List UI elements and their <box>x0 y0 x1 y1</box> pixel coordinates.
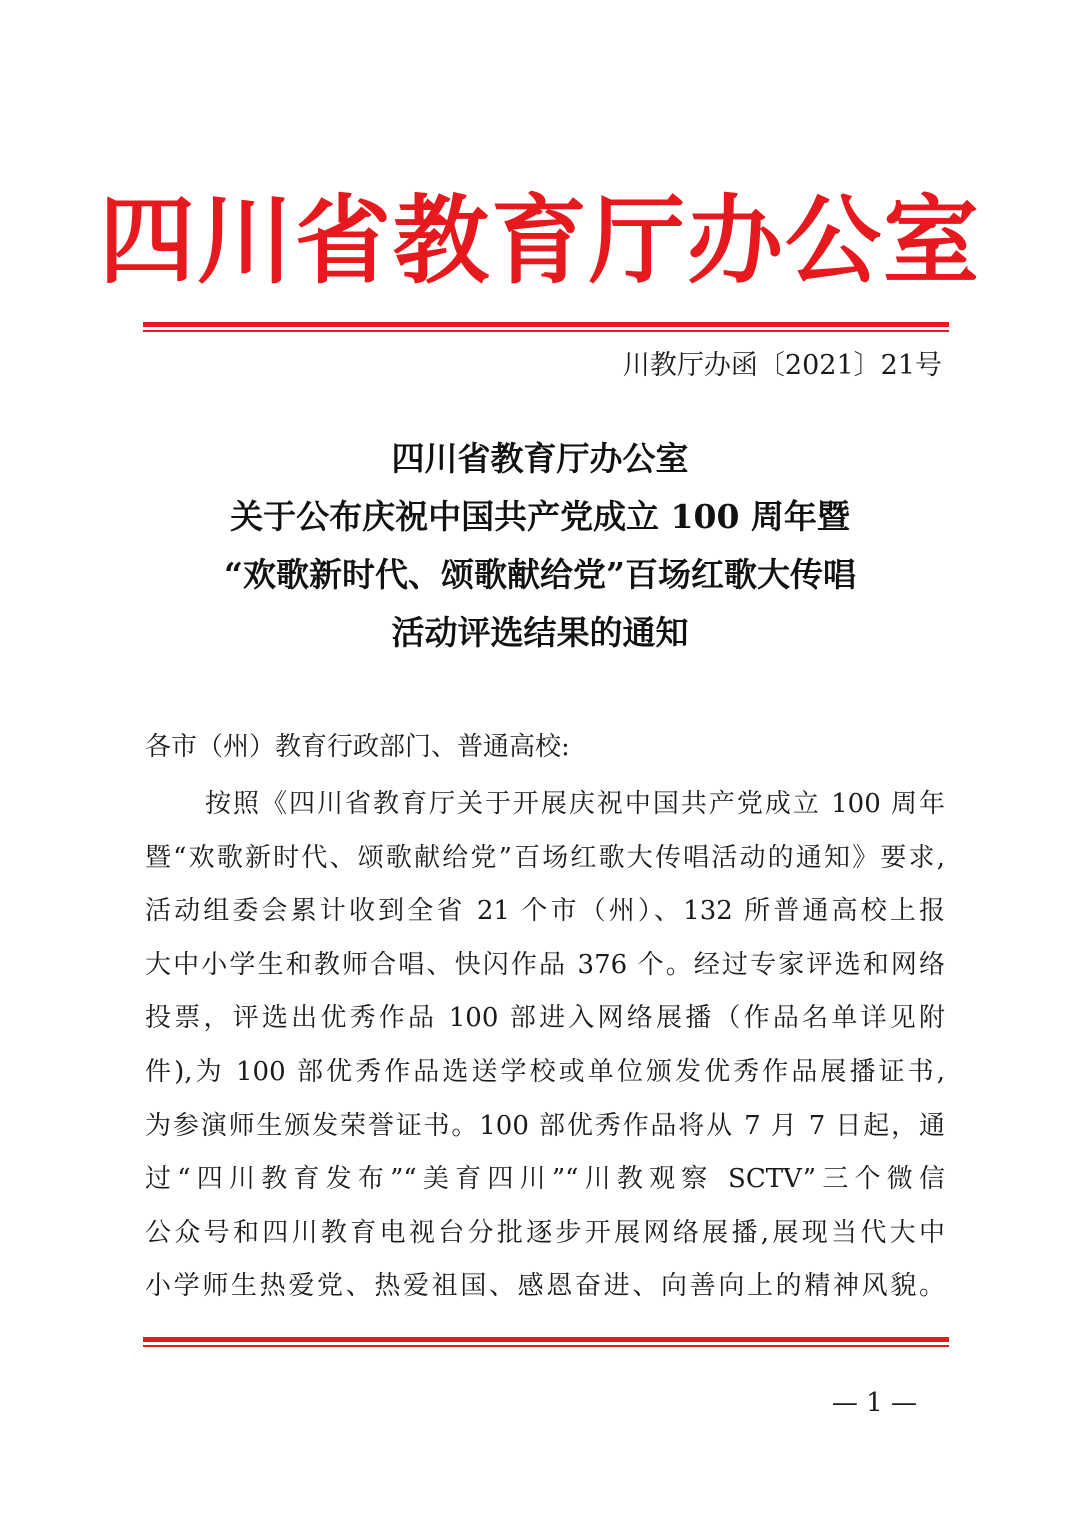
title-line: 关于公布庆祝中国共产党成立 100 周年暨 <box>230 497 850 536</box>
body-line: 按照《四川省教育厅关于开展庆祝中国共产党成立 100 周年 <box>205 789 945 819</box>
body-line: 过“四川教育发布”“美育四川”“川教观察 SCTV”三个微信 <box>145 1164 945 1195</box>
page-number: — 1 — <box>831 1388 917 1418</box>
footer-red-rule <box>143 1337 949 1347</box>
body-line: 小学师生热爱党、热爱祖国、感恩奋进、向善向上的精神风貌。 <box>145 1271 945 1302</box>
issuer-masthead: 四川省教育厅办公室 <box>99 184 981 297</box>
salutation: 各市（州）教育行政部门、普通高校: <box>145 732 570 762</box>
title-line: 四川省教育厅办公室 <box>391 439 689 478</box>
body-line: 活动组委会累计收到全省 21 个市（州）、132 所普通高校上报 <box>145 896 945 927</box>
body-paragraph <box>145 778 945 1314</box>
body-line: 为参演师生颁发荣誉证书。100 部优秀作品将从 7 月 7 日起，通 <box>145 1110 945 1141</box>
document-number: 川教厅办函〔2021〕21号 <box>622 350 942 381</box>
document-title <box>0 430 1080 662</box>
title-line: “欢歌新时代、颂歌献给党”百场红歌大传唱 <box>224 555 856 594</box>
body-line: 投票，评选出优秀作品 100 部进入网络展播（作品名单详见附 <box>145 1003 945 1034</box>
body-line: 公众号和四川教育电视台分批逐步开展网络展播,展现当代大中 <box>145 1217 945 1248</box>
body-line: 大中小学生和教师合唱、快闪作品 376 个。经过专家评选和网络 <box>145 949 945 980</box>
body-line: 暨“欢歌新时代、颂歌献给党”百场红歌大传唱活动的通知》要求, <box>145 842 945 873</box>
header-red-rule <box>143 322 949 332</box>
title-line: 活动评选结果的通知 <box>391 613 689 652</box>
body-line: 件),为 100 部优秀作品选送学校或单位颁发优秀作品展播证书, <box>145 1056 945 1087</box>
